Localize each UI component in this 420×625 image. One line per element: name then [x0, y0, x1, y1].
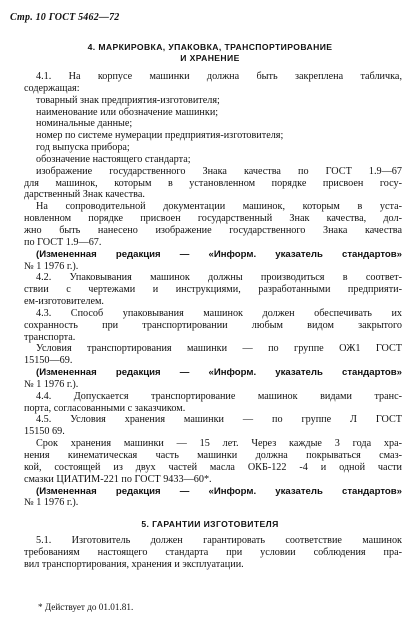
- text-line: 4.1. На корпусе машинки должна быть закреплена табличка,: [36, 71, 402, 82]
- text-line: смазки ЦИАТИМ-221 по ГОСТ 9433—60*.: [24, 473, 212, 485]
- text-line: Срок хранения машинки — 15 лет. Через каждые 3 года хра-: [36, 438, 402, 450]
- text-line: сохранность при транспортировании любым видом закрытого: [24, 319, 402, 331]
- text-line: товарный знак предприятия-изготовителя;: [36, 94, 220, 106]
- text-line: ем-изготовителем.: [24, 296, 104, 308]
- page-header: Стр. 10 ГОСТ 5462—72: [10, 12, 120, 23]
- footnote: * Действует до 01.01.81.: [38, 602, 134, 612]
- text-line: 15150 69.: [24, 426, 65, 438]
- text-line: № 1 1976 г.).: [24, 260, 79, 272]
- text-line: порта, согласованными с заказчиком.: [24, 402, 186, 414]
- text-line: 4.5. Условия хранения машинки — по группе Л ГОСТ: [36, 414, 402, 426]
- section-5-title: 5. ГАРАНТИИ ИЗГОТОВИТЕЛЯ: [141, 519, 279, 529]
- text-line: жно быть нанесено изображение государственного Знака качества: [24, 224, 402, 236]
- text-line: 4.3. Способ упаковывания машинок должен обеспечивать их: [36, 307, 402, 319]
- text-line: 4.2. Упаковывания машинок должны производиться в соответ-: [36, 272, 402, 284]
- section-5-body: [24, 535, 402, 571]
- text-line: требованиям настоящего стандарта при условии соблюдения пра-: [24, 546, 402, 558]
- text-line: дарственный Знак качества.: [24, 189, 145, 201]
- text-line: кой, состоящей из двух частей масла ОКБ-122 -4 и одной части: [24, 461, 402, 473]
- text-line: для машинок, которым в установленном порядке присвоен госу-: [24, 177, 402, 189]
- text-line: вил транспортирования, хранения и эксплуатации.: [24, 558, 244, 570]
- text-line: обозначение настоящего стандарта;: [36, 153, 191, 165]
- text-line: нения кинематическая часть машинки должна покрываться смаз-: [24, 450, 402, 461]
- text-line: номинальные данные;: [36, 118, 133, 130]
- text-line: ствии с чертежами и инструкциями, разработанными предприяти-: [24, 284, 402, 296]
- text-line: содержащая:: [24, 82, 80, 94]
- section-4-body: [24, 71, 402, 509]
- section-4-title-line1: 4. МАРКИРОВКА, УПАКОВКА, ТРАНСПОРТИРОВАНИЕ: [87, 42, 333, 52]
- text-line: год выпуска прибора;: [36, 142, 130, 154]
- text-line: наименование или обозначение машинки;: [36, 106, 219, 118]
- text-line: 4.4. Допускается транспортирование машинок видами транс-: [36, 390, 402, 402]
- text-line: На сопроводительной документации машинок, которым в уста-: [36, 201, 402, 213]
- text-line: № 1 1976 г.).: [24, 378, 79, 390]
- text-line: 5.1. Изготовитель должен гарантировать соответствие машинок: [36, 535, 402, 546]
- text-line: изображение государственного Знака качества по ГОСТ 1.9—67: [36, 165, 402, 177]
- amendment-note: (Измененная редакция — «Информ. указатель стандартов»: [36, 248, 402, 260]
- text-line: по ГОСТ 1.9—67.: [24, 236, 102, 248]
- text-line: Условия транспортирования машинки — по группе ОЖ1 ГОСТ: [36, 343, 402, 355]
- amendment-note: (Измененная редакция — «Информ. указатель стандартов»: [36, 367, 402, 379]
- text-line: новленном порядке присвоен государственный Знак качества, дол-: [24, 213, 402, 225]
- text-line: № 1 1976 г.).: [24, 497, 79, 509]
- amendment-note: (Измененная редакция — «Информ. указатель стандартов»: [36, 485, 402, 497]
- text-line: транспорта.: [24, 331, 76, 343]
- section-4-title-line2: И ХРАНЕНИЕ: [180, 53, 240, 63]
- text-line: 15150—69.: [24, 355, 73, 367]
- text-line: номер по системе нумерации предприятия-изготовителя;: [36, 130, 284, 142]
